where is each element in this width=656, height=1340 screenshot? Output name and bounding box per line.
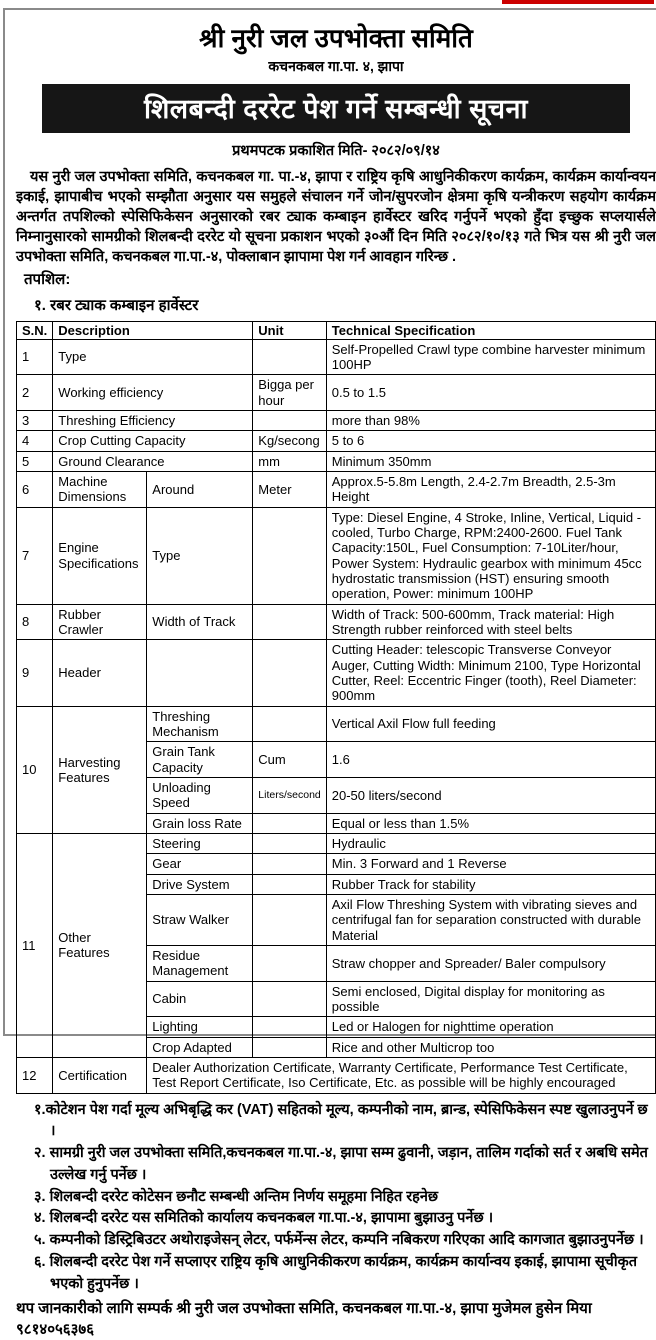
table-row [17,339,656,375]
table-cell: 3 [17,411,53,431]
table-cell [253,945,326,981]
table-row [17,706,656,742]
table-cell: Min. 3 Forward and 1 Reverse [326,854,655,874]
table-cell: 7 [17,507,53,604]
table-cell: Rubber Track for stability [326,874,655,894]
table-cell: Drive System [147,874,253,894]
table-cell: Grain loss Rate [147,813,253,833]
table-cell: Vertical Axil Flow full feeding [326,706,655,742]
note-item: ३. शिलबन्दी दररेट कोटेसन छनौट सम्बन्धी अन्तिम निर्णय समूहमा निहित रहनेछ [34,1188,439,1205]
table-cell: Straw chopper and Spreader/ Baler compulsory [326,945,655,981]
table-cell [253,854,326,874]
org-name: श्री नुरी जल उपभोक्ता समिति [199,23,473,53]
table-cell: Certification [53,1057,147,1093]
table-cell: 9 [17,640,53,706]
org-address: कचनकबल गा.पा. ४, झापा [268,57,404,74]
table-cell: Self-Propelled Crawl type combine harvester minimum 100HP [326,339,655,375]
table-cell: Width of Track [147,604,253,640]
table-cell [253,895,326,946]
table-row [17,1057,656,1093]
table-cell: 5 [17,451,53,471]
table-cell [253,1017,326,1037]
red-top-mark [502,0,654,4]
table-cell [253,834,326,854]
table-cell: Meter [253,472,326,508]
table-cell: Around [147,472,253,508]
table-row [17,411,656,431]
note-item: ६. शिलबन्दी दररेट पेश गर्ने सप्लाएर राष्ट्रिय कृषि आधुनिकीकरण कार्यक्रम, कार्यक्रम कार्यान्वय इकाई, झापामा सूचीकृत भएको हुनुपर्नेछ । [34,1253,638,1292]
table-cell: Lighting [147,1017,253,1037]
table-row [17,472,656,508]
table-cell [147,640,253,706]
table-header-row [17,321,656,339]
table-cell: Threshing Efficiency [53,411,253,431]
table-cell [253,604,326,640]
table-cell: Cabin [147,981,253,1017]
details-label: तपशिल: [24,270,71,288]
table-cell: Machine Dimensions [53,472,147,508]
contact-line: थप जानकारीको लागि सम्पर्क श्री नुरी जल उपभोक्ता समिति, कचनकबल गा.पा.-४, झापा मुजेमल हुसेन मिया ९८१४०५६३७६ [16,1300,592,1338]
table-cell: Dealer Authorization Certificate, Warranty Certificate, Performance Test Certificate, Test Report Certificate, Iso Certificate, Etc. as possible will be highly encouraged [147,1057,656,1093]
table-cell: Straw Walker [147,895,253,946]
table-cell: 0.5 to 1.5 [326,375,655,411]
table-cell: Axil Flow Threshing System with vibrating sieves and centrifugal fan for separation constructed with durable Material [326,895,655,946]
table-cell: Rubber Crawler [53,604,147,640]
table-cell: Liters/second [253,778,326,814]
table-cell: 8 [17,604,53,640]
table-cell: Width of Track: 500-600mm, Track material: High Strength rubber reinforced with steel belts [326,604,655,640]
table-cell: Rice and other Multicrop too [326,1037,655,1057]
watermark-text: ठेक्का [254,505,375,568]
table-cell: mm [253,451,326,471]
table-cell: Approx.5-5.8m Length, 2.4-2.7m Breadth, 2.5-3m Height [326,472,655,508]
notes-list [16,1100,656,1296]
table-cell: Engine Specifications [53,507,147,604]
note-item: ४. शिलबन्दी दररेट यस समितिको कार्यालय कचनकबल गा.पा.-४, झापामा बुझाउनु पर्नेछ । [34,1210,494,1227]
table-cell: Unloading Speed [147,778,253,814]
note-item: १.कोटेशन पेश गर्दा मूल्य अभिबृद्धि कर (VAT) सहितको मूल्य, कम्पनीको नाम, ब्रान्ड, स्पेसिफिकेसन स्पष्ट खुलाउनुपर्ने छ । [34,1101,648,1140]
table-row [17,451,656,471]
table-cell: 6 [17,472,53,508]
table-cell: Minimum 350mm [326,451,655,471]
table-cell: Led or Halogen for nighttime operation [326,1017,655,1037]
table-cell [253,706,326,742]
table-cell: Ground Clearance [53,451,253,471]
table-cell: 2 [17,375,53,411]
table-row [17,640,656,706]
table-cell: Harvesting Features [53,706,147,833]
table-cell: 1.6 [326,742,655,778]
table-cell: Working efficiency [53,375,253,411]
table-cell: Type [53,339,253,375]
table-cell: Steering [147,834,253,854]
note-item: ५. कम्पनीको डिस्ट्रिबिउटर अथोराइजेसन् लेटर, पर्फर्मेन्स लेटर, कम्पनि नबिकरण गरिएका आदि कागजात बुझाउनुपर्नेछ । [34,1232,644,1249]
table-cell: Residue Management [147,945,253,981]
table-cell: 20-50 liters/second [326,778,655,814]
table-cell [253,339,326,375]
publish-date: प्रथमपटक प्रकाशित मिति- २०८२/०९/१४ [232,142,440,159]
table-cell: 10 [17,706,53,833]
spec-table [16,321,656,1094]
note-item: २. सामग्री नुरी जल उपभोक्ता समिति,कचनकबल गा.पा.-४, झापा सम्म ढुवानी, जड़ान, तालिम गर्दाको सर्त र अबधि समेत उल्लेख गर्नु पर्नेछ । [34,1145,648,1183]
table-cell: Threshing Mechanism [147,706,253,742]
table-cell [253,874,326,894]
table-cell: 12 [17,1057,53,1093]
table-cell: Crop Adapted [147,1037,253,1057]
table-cell [253,981,326,1017]
table-cell: Semi enclosed, Digital display for monitoring as possible [326,981,655,1017]
table-cell: Bigga per hour [253,375,326,411]
table-cell: 11 [17,834,53,1058]
table-cell: 1 [17,339,53,375]
table-cell: Equal or less than 1.5% [326,813,655,833]
col-header-technical-specification: Technical Specification [326,321,655,339]
table-cell: Grain Tank Capacity [147,742,253,778]
table-cell: Cum [253,742,326,778]
table-cell: more than 98% [326,411,655,431]
item-heading: १. रबर ट्याक कम्बाइन हार्वेस्टर [34,296,199,314]
table-cell [253,411,326,431]
table-cell: Kg/secong [253,431,326,451]
table-row [17,431,656,451]
notice-body-paragraph: यस नुरी जल उपभोक्ता समिति, कचनकबल गा. पा.-४, झापा र राष्ट्रिय कृषि आधुनिकीकरण कार्यक्रम, कार्यक्रम कार्यान्वयन इकाई, झापाबीच भएको सम्झौता अनुसार यस समुहले संचालन गर्ने जोन/सुपरजोन क्षेत्रमा कृषि यन्त्रीकरण सहयोग कार्यक्रम अन्तर्गत तपशिल्को स्पेसिफिकेसन अनुसारको रबर ट्याक कम्बाइन हार्वेस्टर खरिद गर्नुपर्ने भएको हुँदा इच्छुक सप्लयार्सले निम्नानुसारको सामग्रीको शिलबन्दी दररेट यो सूचना प्रकाशन भएको ३०औं दिन मिति २०८२/१०/१३ गते भित्र यस श्री नुरी जल उपभोक्ता समिति, कचनकबल गा.पा.-४, पोक्लाबान झापामा पेश गर्न आवहान गरिन्छ . [16,168,656,265]
table-cell [253,640,326,706]
table-row [17,507,656,604]
table-cell: Other Features [53,834,147,1058]
notice-page [3,8,656,1338]
table-cell: Hydraulic [326,834,655,854]
table-cell [253,813,326,833]
notice-banner-title: शिलबन्दी दररेट पेश गर्ने सम्बन्धी सूचना [42,84,630,133]
table-cell [253,1037,326,1057]
col-header-unit: Unit [253,321,326,339]
table-cell [253,507,326,604]
col-header-sn: S.N. [17,321,53,339]
col-header-description: Description [53,321,253,339]
table-row [17,834,656,854]
table-cell: Type: Diesel Engine, 4 Stroke, Inline, Vertical, Liquid - cooled, Turbo Charge, RPM:2400-2600. Fuel Tank Capacity:150L, Fuel Consumption: 7-10Liter/hour, Power System: Hydraulic gearbox with minimum 45cc hydrostatic transmission (HST) ensuring smooth operation, Power: minimum 100HP [326,507,655,604]
table-cell: 5 to 6 [326,431,655,451]
table-cell: 4 [17,431,53,451]
table-cell: Cutting Header: telescopic Transverse Conveyor Auger, Cutting Width: Minimum 2100, Type Horizontal Cutter, Reel: Eccentric Finger (tooth), Reel Diameter: 900mm [326,640,655,706]
table-cell: Header [53,640,147,706]
table-row [17,375,656,411]
table-cell: Type [147,507,253,604]
table-cell: Gear [147,854,253,874]
table-cell: Crop Cutting Capacity [53,431,253,451]
table-row [17,604,656,640]
